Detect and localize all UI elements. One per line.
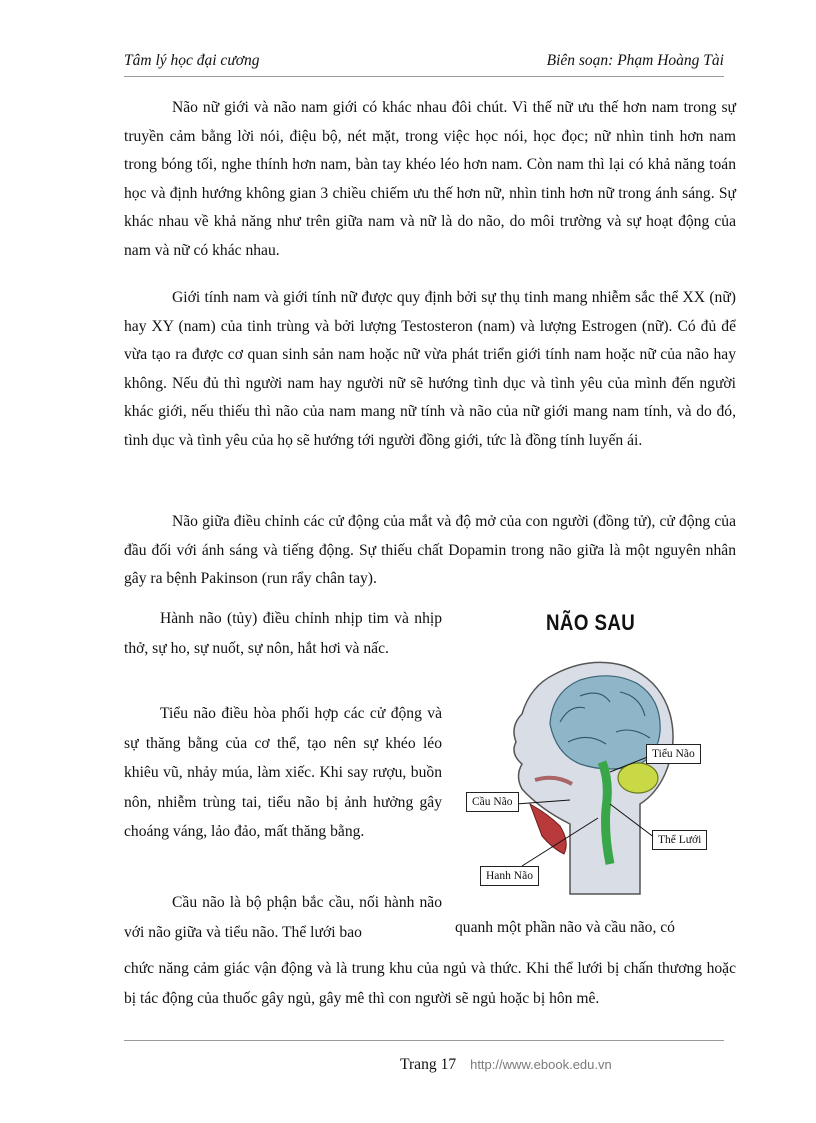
paragraph-pons-continuation: quanh một phần não và cầu não, có [455,919,675,936]
paragraph-gender-brain: Não nữ giới và não nam giới có khác nhau đôi chút. Vì thế nữ ưu thế hơn nam trong sự truyền cảm bằng lời nói, điệu bộ, nét mặt, trong việc học nói, học đọc; nữ nhìn tinh hơn nam trong bóng tối, nghe thính hơn nam, bàn tay khéo léo hơn nam. Còn nam thì lại có khả năng toán học và định hướng không gian 3 chiều chiếm ưu thế hơn nữ, nhìn tinh hơn nữ trong ánh sáng. Sự khác nhau về khả năng như trên giữa nam và nữ là do não, do môi trường và sự hoạt động của nam và nữ có khác nhau. [124,99,736,259]
label-pons: Cầu Não [466,792,519,812]
footer-divider [124,1040,724,1041]
hindbrain-figure [460,604,720,904]
page-number: Trang 17 [400,1056,457,1073]
figure-title: NÃO SAU [546,610,636,635]
header-author: Biên soạn: Phạm Hoàng Tài [546,52,724,69]
label-cerebellum: Tiểu Não [646,744,701,764]
page-footer [400,1056,612,1074]
paragraph-gender-determination: Giới tính nam và giới tính nữ được quy định bởi sự thụ tinh mang nhiễm sắc thể XX (nữ) hay XY (nam) của tinh trùng và bởi lượng Testosteron (nam) và lượng Estrogen (nữ). Có đủ để vừa tạo ra được cơ quan sinh sản nam hoặc nữ vừa phát triển giới tính nam hoặc nữ của não hay không. Nếu đủ thì người nam hay người nữ sẽ hướng tình dục và tình yêu của mình đến người khác giới, nếu thiếu thì não của nam mang nữ tính và não của nữ giới mang nam tính, và do đó, tình dục và tình yêu của họ sẽ hướng tới người đồng giới, tức là đồng tính luyến ái. [124,289,736,449]
paragraph-pons-start: Cầu não là bộ phận bắc cầu, nối hành não với não giữa và tiểu não. Thể lưới bao [124,894,442,941]
paragraph-midbrain: Não giữa điều chỉnh các cử động của mắt và độ mở của con người (đồng tử), cử động của đầu đối với ánh sáng và tiếng động. Sự thiếu chất Dopamin trong não giữa là một nguyên nhân gây ra bệnh Pakinson (run rẩy chân tay). [124,513,736,588]
paragraph-medulla: Hành não (tủy) điều chỉnh nhịp tim và nhịp thở, sự ho, sự nuốt, sự nôn, hắt hơi và nấc. [124,610,442,657]
footer-url[interactable]: http://www.ebook.edu.vn [470,1057,612,1072]
paragraph-cerebellum: Tiểu não điều hòa phối hợp các cử động và sự thăng bằng của cơ thể, tạo nên sự khéo léo khiêu vũ, nhảy múa, làm xiếc. Khi say rượu, buồn nôn, nhiễm trùng tai, tiểu não bị ảnh hưởng gây choáng váng, lảo đảo, mất thăng bằng. [124,705,442,840]
label-reticular-formation: Thể Lưới [652,830,707,850]
label-medulla: Hanh Não [480,866,539,886]
page-header [124,48,724,77]
paragraph-pons-end: chức năng cảm giác vận động và là trung khu của ngủ và thức. Khi thể lưới bị chấn thương hoặc bị tác động của thuốc gây ngủ, gây mê thì con người sẽ ngủ hoặc bị hôn mê. [124,960,736,1007]
header-book-title: Tâm lý học đại cương [124,52,260,69]
